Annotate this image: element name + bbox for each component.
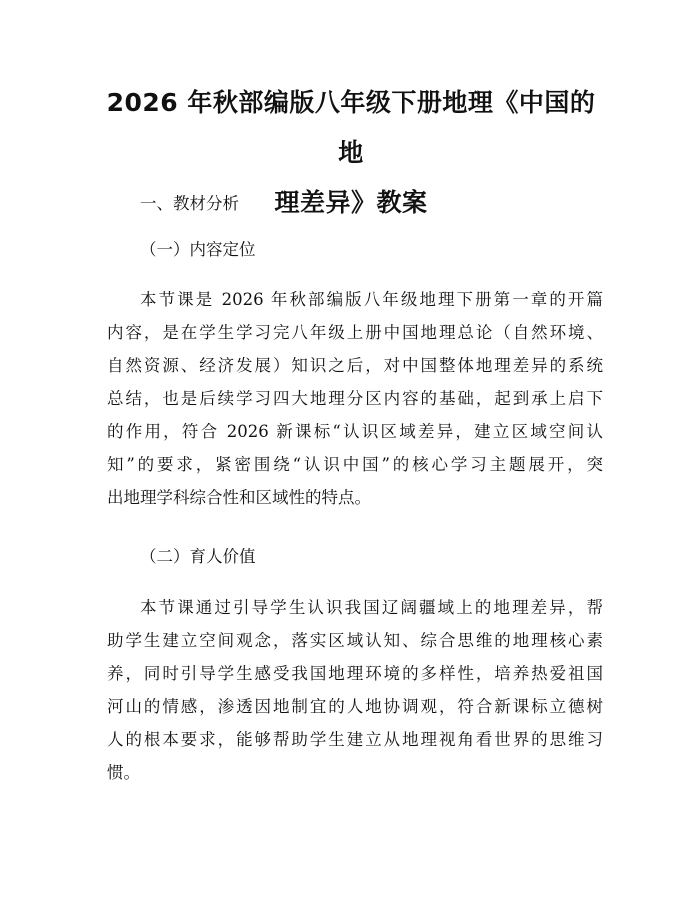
subsection-heading-educational-value: （二）育人价值 (140, 547, 256, 566)
paragraph-line: 内容，是在学生学习完八年级上册中国地理总论（自然环境、 (107, 323, 603, 342)
paragraph-educational-value (107, 591, 603, 789)
paragraph-content-positioning (107, 283, 603, 514)
paragraph-line: 本节课是 2026 年秋部编版八年级地理下册第一章的开篇 (140, 290, 603, 309)
subsection-heading-content-positioning: （一）内容定位 (140, 240, 256, 259)
section-heading-textbook-analysis: 一、教材分析 (140, 194, 239, 213)
paragraph-line: 惯。 (107, 763, 140, 782)
title-line-1: 2026 年秋部编版八年级下册地理《中国的地 (106, 88, 596, 167)
paragraph-line: 养，同时引导学生感受我国地理环境的多样性，培养热爱祖国 (107, 664, 603, 683)
paragraph-line: 人的根本要求，能够帮助学生建立从地理视角看世界的思维习 (107, 730, 603, 749)
paragraph-line: 总结，也是后续学习四大地理分区内容的基础，起到承上启下 (107, 389, 603, 408)
paragraph-line: 河山的情感，渗透因地制宜的人地协调观，符合新课标立德树 (107, 697, 603, 716)
title-line-2: 理差异》教案 (274, 188, 428, 217)
paragraph-line: 本节课通过引导学生认识我国辽阔疆域上的地理差异，帮 (140, 598, 603, 617)
paragraph-line: 知”的要求，紧密围绕“认识中国”的核心学习主题展开，突 (107, 455, 603, 474)
paragraph-line: 出地理学科综合性和区域性的特点。 (107, 488, 371, 507)
paragraph-line: 自然资源、经济发展）知识之后，对中国整体地理差异的系统 (107, 356, 603, 375)
paragraph-line: 的作用，符合 2026 新课标“认识区域差异，建立区域空间认 (107, 422, 603, 441)
paragraph-line: 助学生建立空间观念，落实区域认知、综合思维的地理核心素 (107, 631, 603, 650)
